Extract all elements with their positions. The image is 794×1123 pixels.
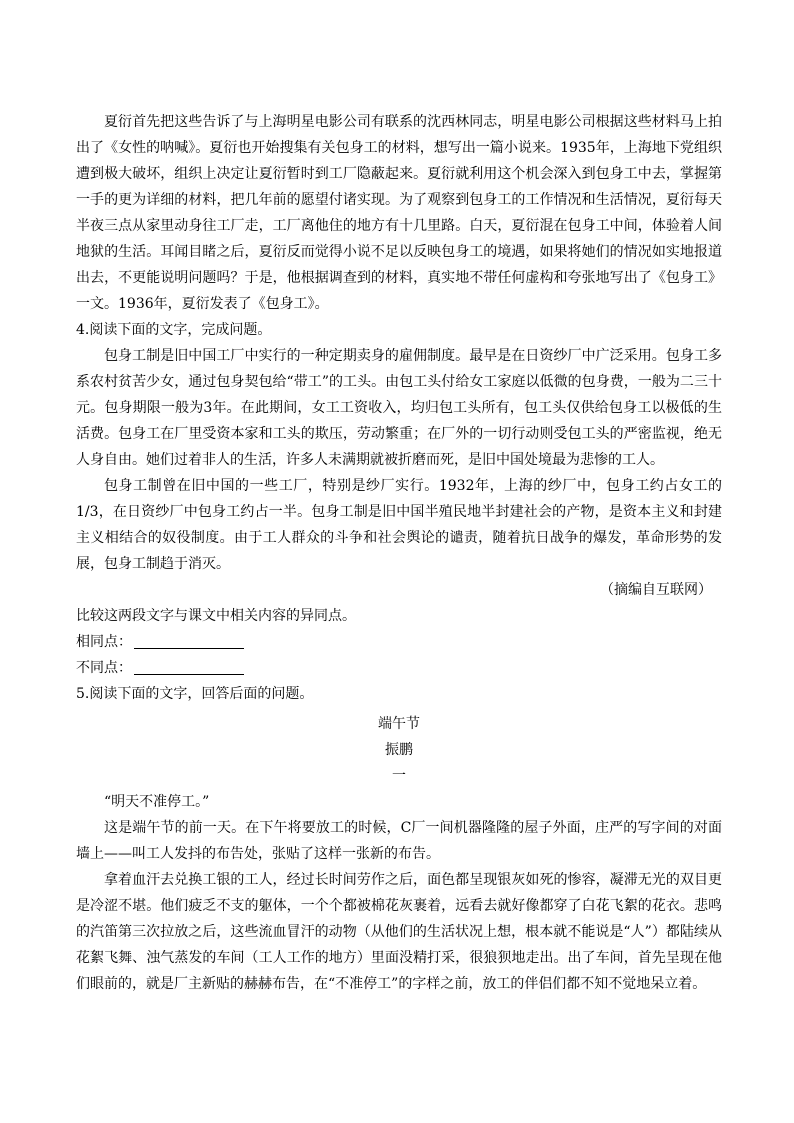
diff-points-row bbox=[76, 655, 722, 681]
q4-question: 比较这两段文字与课文中相关内容的异同点。 bbox=[76, 608, 356, 624]
diff-points-answer-line[interactable] bbox=[134, 658, 244, 675]
article-author: 振鹏 bbox=[385, 742, 413, 758]
same-points-row bbox=[76, 629, 722, 655]
question-5-heading: 5.阅读下面的文字，回答后面的问题。 bbox=[76, 686, 314, 702]
same-points-label: 相同点： bbox=[76, 634, 132, 650]
q4-paragraph-1: 包身工制是旧中国工厂中实行的一种定期卖身的雇佣制度。最早是在日资纱厂中广泛采用。包身工多系农村贫苦少女，通过包身契包给“带工”的工头。由包工头付给女工家庭以低微的包身费，一般为二三十元。包身期限一般为3年。在此期间，女工工资收入，均归包工头所有，包工头仅供给包身工以极低的生活费。包身工在厂里受资本家和工头的欺压，劳动繁重；在厂外的一切行动则受包工头的严密监视，绝无人身自由。她们过着非人的生活，许多人未满期就被折磨而死，是旧中国处境最为悲惨的工人。 bbox=[76, 348, 722, 468]
q5-paragraph-1: 这是端午节的前一天。在下午将要放工的时候，C厂一间机器隆隆的屋子外面，庄严的写字间的对面墙上——叫工人发抖的布告处，张贴了这样一张新的布告。 bbox=[76, 820, 722, 862]
q4-paragraph-2: 包身工制曾在旧中国的一些工厂，特别是纱厂实行。1932年，上海的纱厂中，包身工约占女工的1/3，在日资纱厂中包身工约占一半。包身工制是旧中国半殖民地半封建社会的产物，是资本主义和封建主义相结合的奴役制度。由于工人群众的斗争和社会舆论的谴责，随着抗日战争的爆发，革命形势的发展，包身工制趋于消灭。 bbox=[76, 478, 722, 572]
q5-line-1: “明天不准停工。” bbox=[104, 794, 210, 810]
section-number: 一 bbox=[392, 768, 406, 784]
intro-paragraph: 夏衍首先把这些告诉了与上海明星电影公司有联系的沈西林同志，明星电影公司根据这些材料马上拍出了《女性的呐喊》。夏衍也开始搜集有关包身工的材料，想写出一篇小说来。1935年，上海地下党组织遭到极大破坏，组织上决定让夏衍暂时到工厂隐蔽起来。夏衍就利用这个机会深入到包身工中去，掌握第一手的更为详细的材料，把几年前的愿望付诸实现。为了观察到包身工的工作情况和生活情况，夏衍每天半夜三点从家里动身往工厂走，工厂离他住的地方有十几里路。白天，夏衍混在包身工中间，体验着人间地狱的生活。耳闻目睹之后，夏衍反而觉得小说不足以反映包身工的境遇，如果将她们的情况如实地报道出去，不更能说明问题吗？于是，他根据调查到的材料，真实地不带任何虚构和夸张地写出了《包身工》一文。1936年，夏衍发表了《包身工》。 bbox=[76, 114, 722, 312]
q5-paragraph-2: 拿着血汗去兑换工银的工人，经过长时间劳作之后，面色都呈现银灰如死的惨容，凝滞无光的双目更是冷涩不堪。他们疲乏不支的躯体，一个个都被棉花灰裹着，远看去就好像都穿了白花飞絮的花衣。悲鸣的汽笛第三次拉放之后，这些流血冒汗的动物（从他们的生活状况上想，根本就不能说是“人”）都陆续从花絮飞舞、浊气蒸发的车间（工人工作的地方）里面没精打采，很狼狈地走出。出了车间，首先呈现在他们眼前的，就是厂主新贴的赫赫布告，在“不准停工”的字样之前，放工的伴侣们都不知不觉地呆立着。 bbox=[76, 872, 722, 992]
diff-points-label: 不同点： bbox=[76, 660, 132, 676]
question-4-heading: 4.阅读下面的文字，完成问题。 bbox=[76, 322, 272, 338]
article-title: 端午节 bbox=[378, 716, 420, 732]
document-page bbox=[76, 109, 722, 997]
source-note: （摘编自互联网） bbox=[600, 582, 712, 598]
same-points-answer-line[interactable] bbox=[134, 632, 244, 649]
